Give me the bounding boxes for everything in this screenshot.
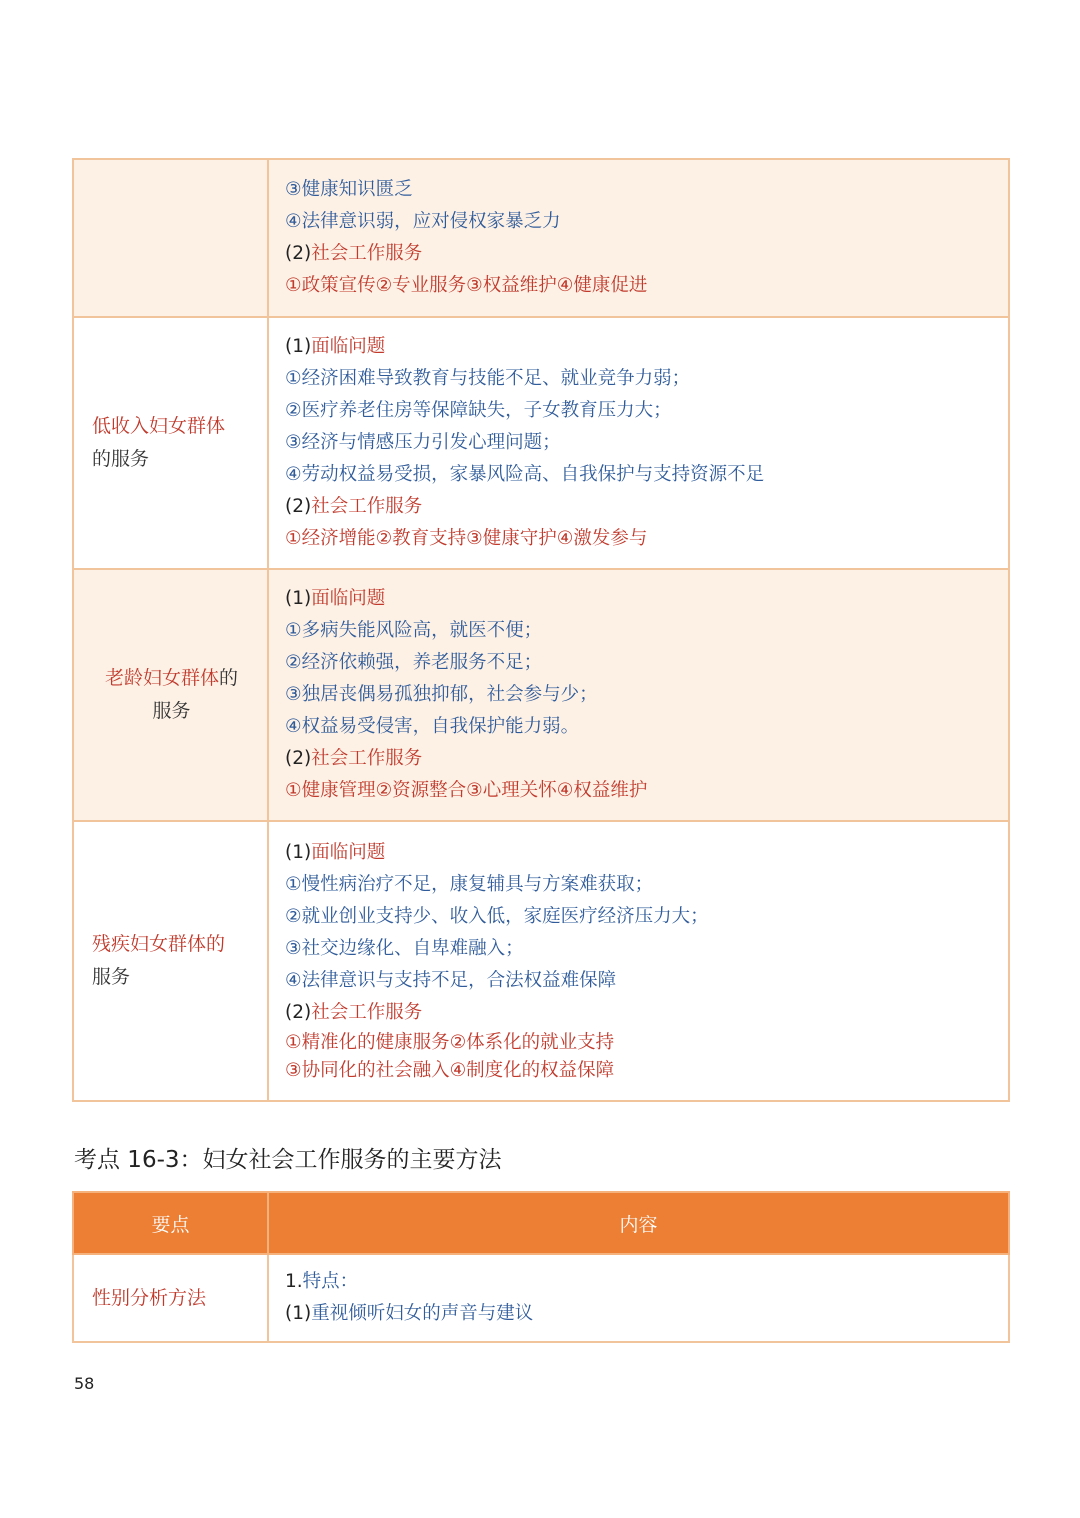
problem-item: ④法律意识弱，应对侵权家暴乏力	[285, 211, 561, 232]
services-table	[72, 158, 1010, 1102]
services-item: ①经济增能②教育支持③健康守护④激发参与	[285, 528, 648, 549]
services-item: ①健康管理②资源整合③心理关怀④权益维护	[285, 780, 648, 801]
services-item: ①精准化的健康服务②体系化的就业支持	[285, 1032, 615, 1053]
table-row	[73, 821, 1009, 1101]
table-header-row	[73, 1192, 1009, 1254]
problem-item: ④权益易受侵害，自我保护能力弱。	[285, 716, 580, 737]
problem-item: ③社交边缘化、自卑难融入；	[285, 938, 524, 959]
row-label	[73, 569, 268, 821]
problem-item: ②就业创业支持少、收入低，家庭医疗经济压力大；	[285, 906, 709, 927]
row-content	[268, 821, 1009, 1101]
row-content	[268, 317, 1009, 569]
row-content	[268, 569, 1009, 821]
methods-table	[72, 1191, 1010, 1343]
header-key-points: 要点	[73, 1192, 268, 1254]
table-row	[73, 159, 1009, 317]
row-label: 性别分析方法	[73, 1254, 268, 1342]
problem-item: ③独居丧偶易孤独抑郁，社会参与少；	[285, 684, 598, 705]
page-number: 58	[74, 1374, 95, 1393]
services-item: ①政策宣传②专业服务③权益维护④健康促进	[285, 275, 648, 296]
row-label-main: 老龄妇女群体的	[104, 667, 239, 689]
problem-item: ①经济困难导致教育与技能不足、就业竞争力弱；	[285, 368, 691, 389]
subheading-problems: (1)面临问题	[285, 842, 386, 863]
section-title: 考点 16-3：妇女社会工作服务的主要方法	[74, 1147, 502, 1173]
row-label-tail: 的服务	[92, 448, 150, 470]
header-content: 内容	[268, 1192, 1009, 1254]
feature-heading: 1.特点：	[285, 1271, 359, 1292]
row-content	[268, 159, 1009, 317]
subheading-problems: (1)面临问题	[285, 588, 386, 609]
subheading-problems: (1)面临问题	[285, 336, 386, 357]
row-label-main: 低收入妇女群体	[92, 415, 226, 437]
problem-item: ③经济与情感压力引发心理问题；	[285, 432, 561, 453]
row-label	[73, 821, 268, 1101]
row-label-empty	[73, 159, 268, 317]
table-row	[73, 569, 1009, 821]
subheading-services: (2)社会工作服务	[285, 748, 423, 769]
row-content	[268, 1254, 1009, 1342]
row-label-tail: 服务	[152, 700, 191, 722]
problem-item: ①多病失能风险高，就医不便；	[285, 620, 543, 641]
row-label	[73, 317, 268, 569]
feature-item: (1)重视倾听妇女的声音与建议	[285, 1303, 534, 1324]
problem-item: ②医疗养老住房等保障缺失，子女教育压力大；	[285, 400, 672, 421]
problem-item: ④劳动权益易受损，家暴风险高、自我保护与支持资源不足	[285, 464, 765, 485]
row-label-main: 残疾妇女群体的	[92, 933, 226, 955]
services-item: ③协同化的社会融入④制度化的权益保障	[285, 1060, 615, 1081]
problem-item: ②经济依赖强，养老服务不足；	[285, 652, 543, 673]
subheading-services: (2)社会工作服务	[285, 496, 423, 517]
subheading-services: (2)社会工作服务	[285, 1002, 423, 1023]
row-label-tail: 服务	[92, 966, 131, 988]
problem-item: ①慢性病治疗不足，康复辅具与方案难获取；	[285, 874, 654, 895]
table-row	[73, 1254, 1009, 1342]
table-row	[73, 317, 1009, 569]
problem-item: ④法律意识与支持不足，合法权益难保障	[285, 970, 617, 991]
subheading-services: (2)社会工作服务	[285, 243, 423, 264]
problem-item: ③健康知识匮乏	[285, 179, 413, 200]
